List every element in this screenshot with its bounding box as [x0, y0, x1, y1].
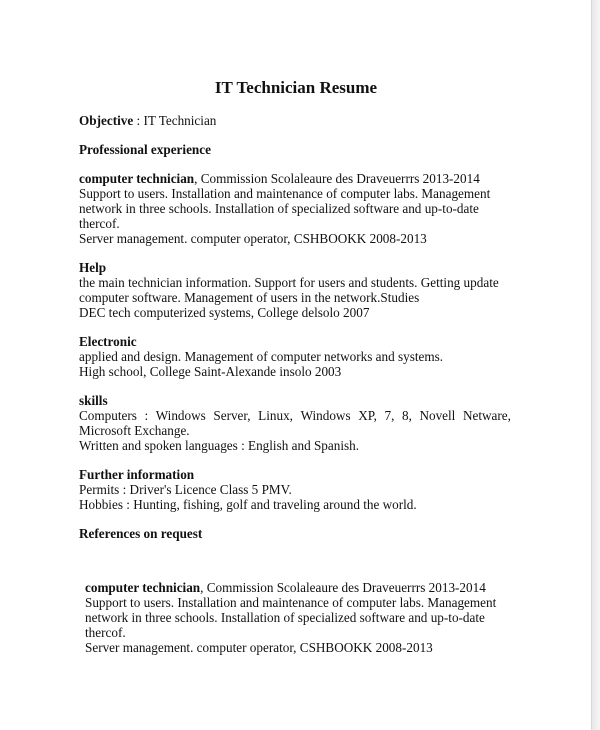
help-line: computer software. Management of users in the network.Studies	[79, 290, 420, 305]
further-information-heading: Further information	[79, 467, 195, 482]
skills-word: XP,	[358, 408, 377, 423]
professional-experience-heading: Professional experience	[79, 142, 211, 157]
repeated-experience-block	[85, 580, 517, 655]
skills-line: Microsoft Exchange.	[79, 423, 190, 438]
help-line: the main technician information. Support for users and students. Getting update	[79, 275, 499, 290]
skills-line: Written and spoken languages : English and Spanish.	[79, 438, 360, 453]
skills-word: Windows	[300, 408, 351, 423]
experience-role-line	[79, 171, 511, 186]
repeat-role-detail: , Commission Scolaleaure des Draveuerrrs 2013-2014	[200, 580, 486, 595]
further-information-line: Permits : Driver's Licence Class 5 PMV.	[79, 482, 292, 497]
repeat-line: network in three schools. Installation of specialized software and up-to-date	[85, 610, 485, 625]
experience-line: thercof.	[79, 216, 120, 231]
experience-role-title: computer technician	[79, 171, 195, 186]
electronic-heading: Electronic	[79, 334, 137, 349]
skills-word: 7,	[384, 408, 395, 423]
objective-separator: :	[133, 113, 144, 128]
resume-body	[79, 113, 511, 541]
objective-line	[79, 113, 511, 128]
objective-value: IT Technician	[143, 113, 217, 128]
experience-role-detail: , Commission Scolaleaure des Draveuerrrs 2013-2014	[194, 171, 480, 186]
skills-word: :	[144, 408, 149, 423]
repeat-role-title: computer technician	[85, 580, 201, 595]
references-heading: References on request	[79, 526, 203, 541]
skills-word: Server,	[213, 408, 251, 423]
page-edge-shadow	[592, 0, 600, 730]
skills-word: 8,	[401, 408, 412, 423]
help-line: DEC tech computerized systems, College delsolo 2007	[79, 305, 370, 320]
repeat-role-line	[85, 580, 517, 595]
skills-word: Windows	[155, 408, 206, 423]
skills-word: Novell	[419, 408, 456, 423]
experience-line: network in three schools. Installation of specialized software and up-to-date	[79, 201, 479, 216]
repeat-line: Support to users. Installation and maintenance of computer labs. Management	[85, 595, 497, 610]
resume-title: IT Technician Resume	[214, 78, 378, 97]
skills-word: Netware,	[462, 408, 511, 423]
repeat-line: thercof.	[85, 625, 126, 640]
experience-line: Support to users. Installation and maintenance of computer labs. Management	[79, 186, 491, 201]
further-information-line: Hobbies : Hunting, fishing, golf and traveling around the world.	[79, 497, 417, 512]
electronic-line: applied and design. Management of computer networks and systems.	[79, 349, 444, 364]
repeat-line: Server management. computer operator, CSHBOOKK 2008-2013	[85, 640, 433, 655]
skills-computers-line	[79, 408, 511, 423]
electronic-line: High school, College Saint-Alexande insolo 2003	[79, 364, 342, 379]
help-heading: Help	[79, 260, 107, 275]
skills-word: Computers	[79, 408, 137, 423]
objective-label: Objective	[79, 113, 134, 128]
skills-heading: skills	[79, 393, 108, 408]
experience-line: Server management. computer operator, CSHBOOKK 2008-2013	[79, 231, 427, 246]
skills-word: Linux,	[258, 408, 293, 423]
